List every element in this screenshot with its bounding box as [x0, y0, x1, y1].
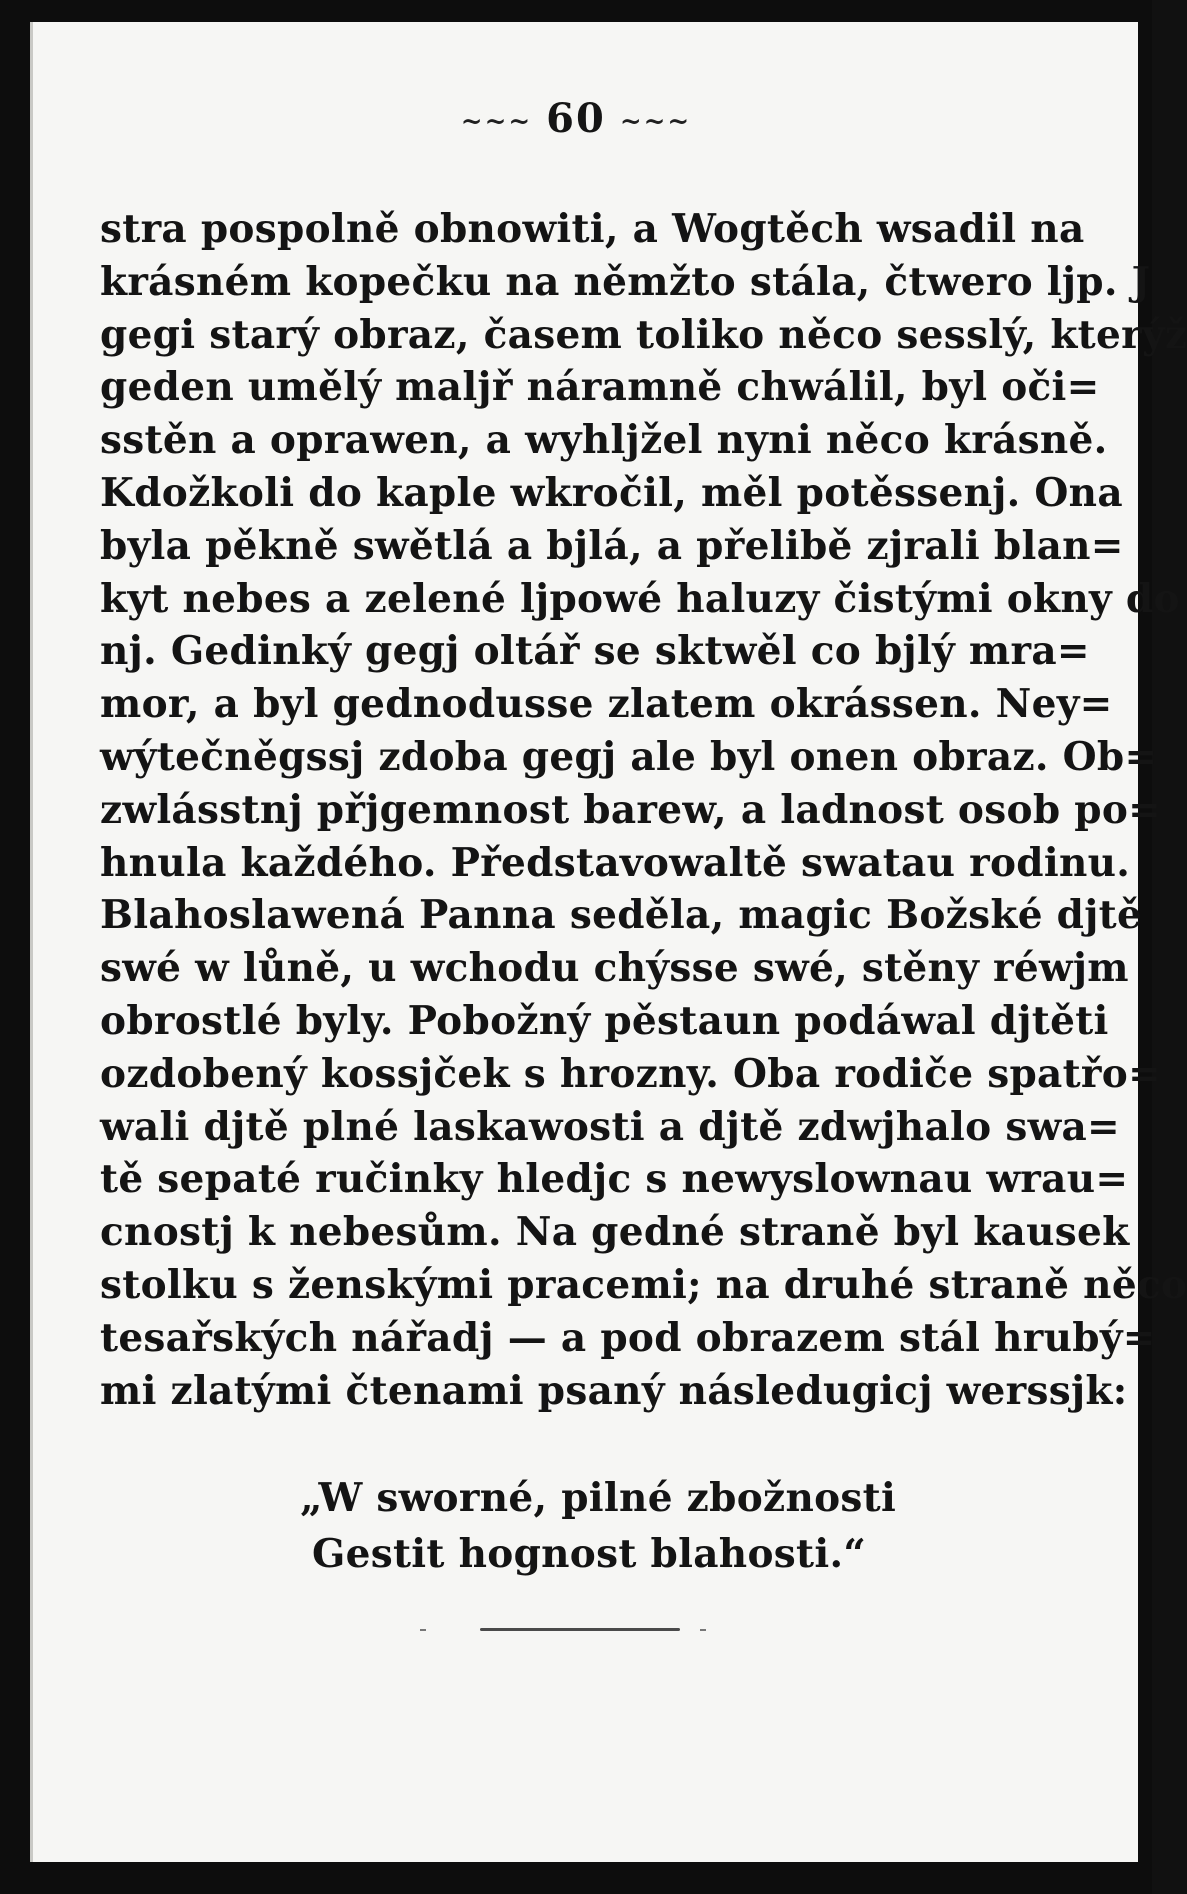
text-line: krásném kopečku na němžto stála, čtwero ljp. J: [100, 258, 1151, 305]
text-line: byla pěkně swětlá a bjlá, a přelibě zjrali blan=: [100, 522, 1124, 569]
page-number: 60: [546, 95, 606, 142]
text-line: mi zlatými čtenami psaný následugicj werssjk:: [100, 1367, 1128, 1414]
header-ornament-right: ~~~: [619, 107, 692, 137]
text-line: gegi starý obraz, časem toliko něco sesslý, kterýž: [100, 311, 1187, 358]
rule-dash-right: [700, 1629, 706, 1631]
verse-line-2: Gestit hognost blahosti.“: [312, 1531, 867, 1577]
closing-rule-divider: [480, 1628, 680, 1631]
text-line: kyt nebes a zelené ljpowé haluzy čistými okny do: [100, 575, 1180, 622]
rule-dash-left: [420, 1629, 426, 1631]
text-line: stolku s ženskými pracemi; na druhé straně něco: [100, 1261, 1187, 1308]
text-line: wýtečněgssj zdoba gegj ale byl onen obraz. Ob=: [100, 733, 1158, 780]
body-text: [100, 203, 1187, 1417]
verse-inscription: [300, 1470, 900, 1582]
text-line: stra pospolně obnowiti, a Wogtěch wsadil na: [100, 206, 1085, 252]
text-line: tě sepaté ručinky hledjc s newyslownau wrau=: [100, 1156, 1129, 1203]
text-line: zwlásstnj přjgemnost barew, a ladnost osob po=: [100, 786, 1162, 833]
text-line: cnostj k nebesům. Na gedné straně byl kausek: [100, 1209, 1130, 1256]
text-line: Blahoslawená Panna seděla, magic Božské djtě: [100, 892, 1143, 939]
text-line: obrostlé byly. Pobožný pěstaun podáwal djtěti: [100, 997, 1109, 1044]
text-line: sstěn a oprawen, a wyhljžel nyni něco krásně.: [100, 417, 1108, 464]
verse-line-1: „W sworné, pilné zbožnosti: [300, 1475, 897, 1521]
header-ornament-left: ~~~: [460, 107, 533, 137]
text-line: nj. Gedinký gegj oltář se sktwěl co bjlý mra=: [100, 628, 1090, 675]
page-edge-shadow: [30, 22, 33, 1862]
text-line: swé w lůně, u wchodu chýsse swé, stěny réwjm: [100, 945, 1129, 992]
text-line: ozdobený kossjček s hrozny. Oba rodiče spatřo=: [100, 1050, 1162, 1097]
page-header: [0, 95, 1152, 142]
text-line: tesařských nářadj — a pod obrazem stál hrubý=: [100, 1314, 1156, 1361]
text-line: Kdožkoli do kaple wkročil, měl potěssenj. Ona: [100, 469, 1123, 516]
text-line: mor, a byl gednodusse zlatem okrássen. Ney=: [100, 681, 1113, 728]
text-line: wali djtě plné laskawosti a djtě zdwjhalo swa=: [100, 1103, 1120, 1150]
text-line: hnula každého. Představowaltě swatau rodinu.: [100, 839, 1131, 886]
text-line: geden umělý maljř náramně chwálil, byl oči=: [100, 364, 1100, 411]
